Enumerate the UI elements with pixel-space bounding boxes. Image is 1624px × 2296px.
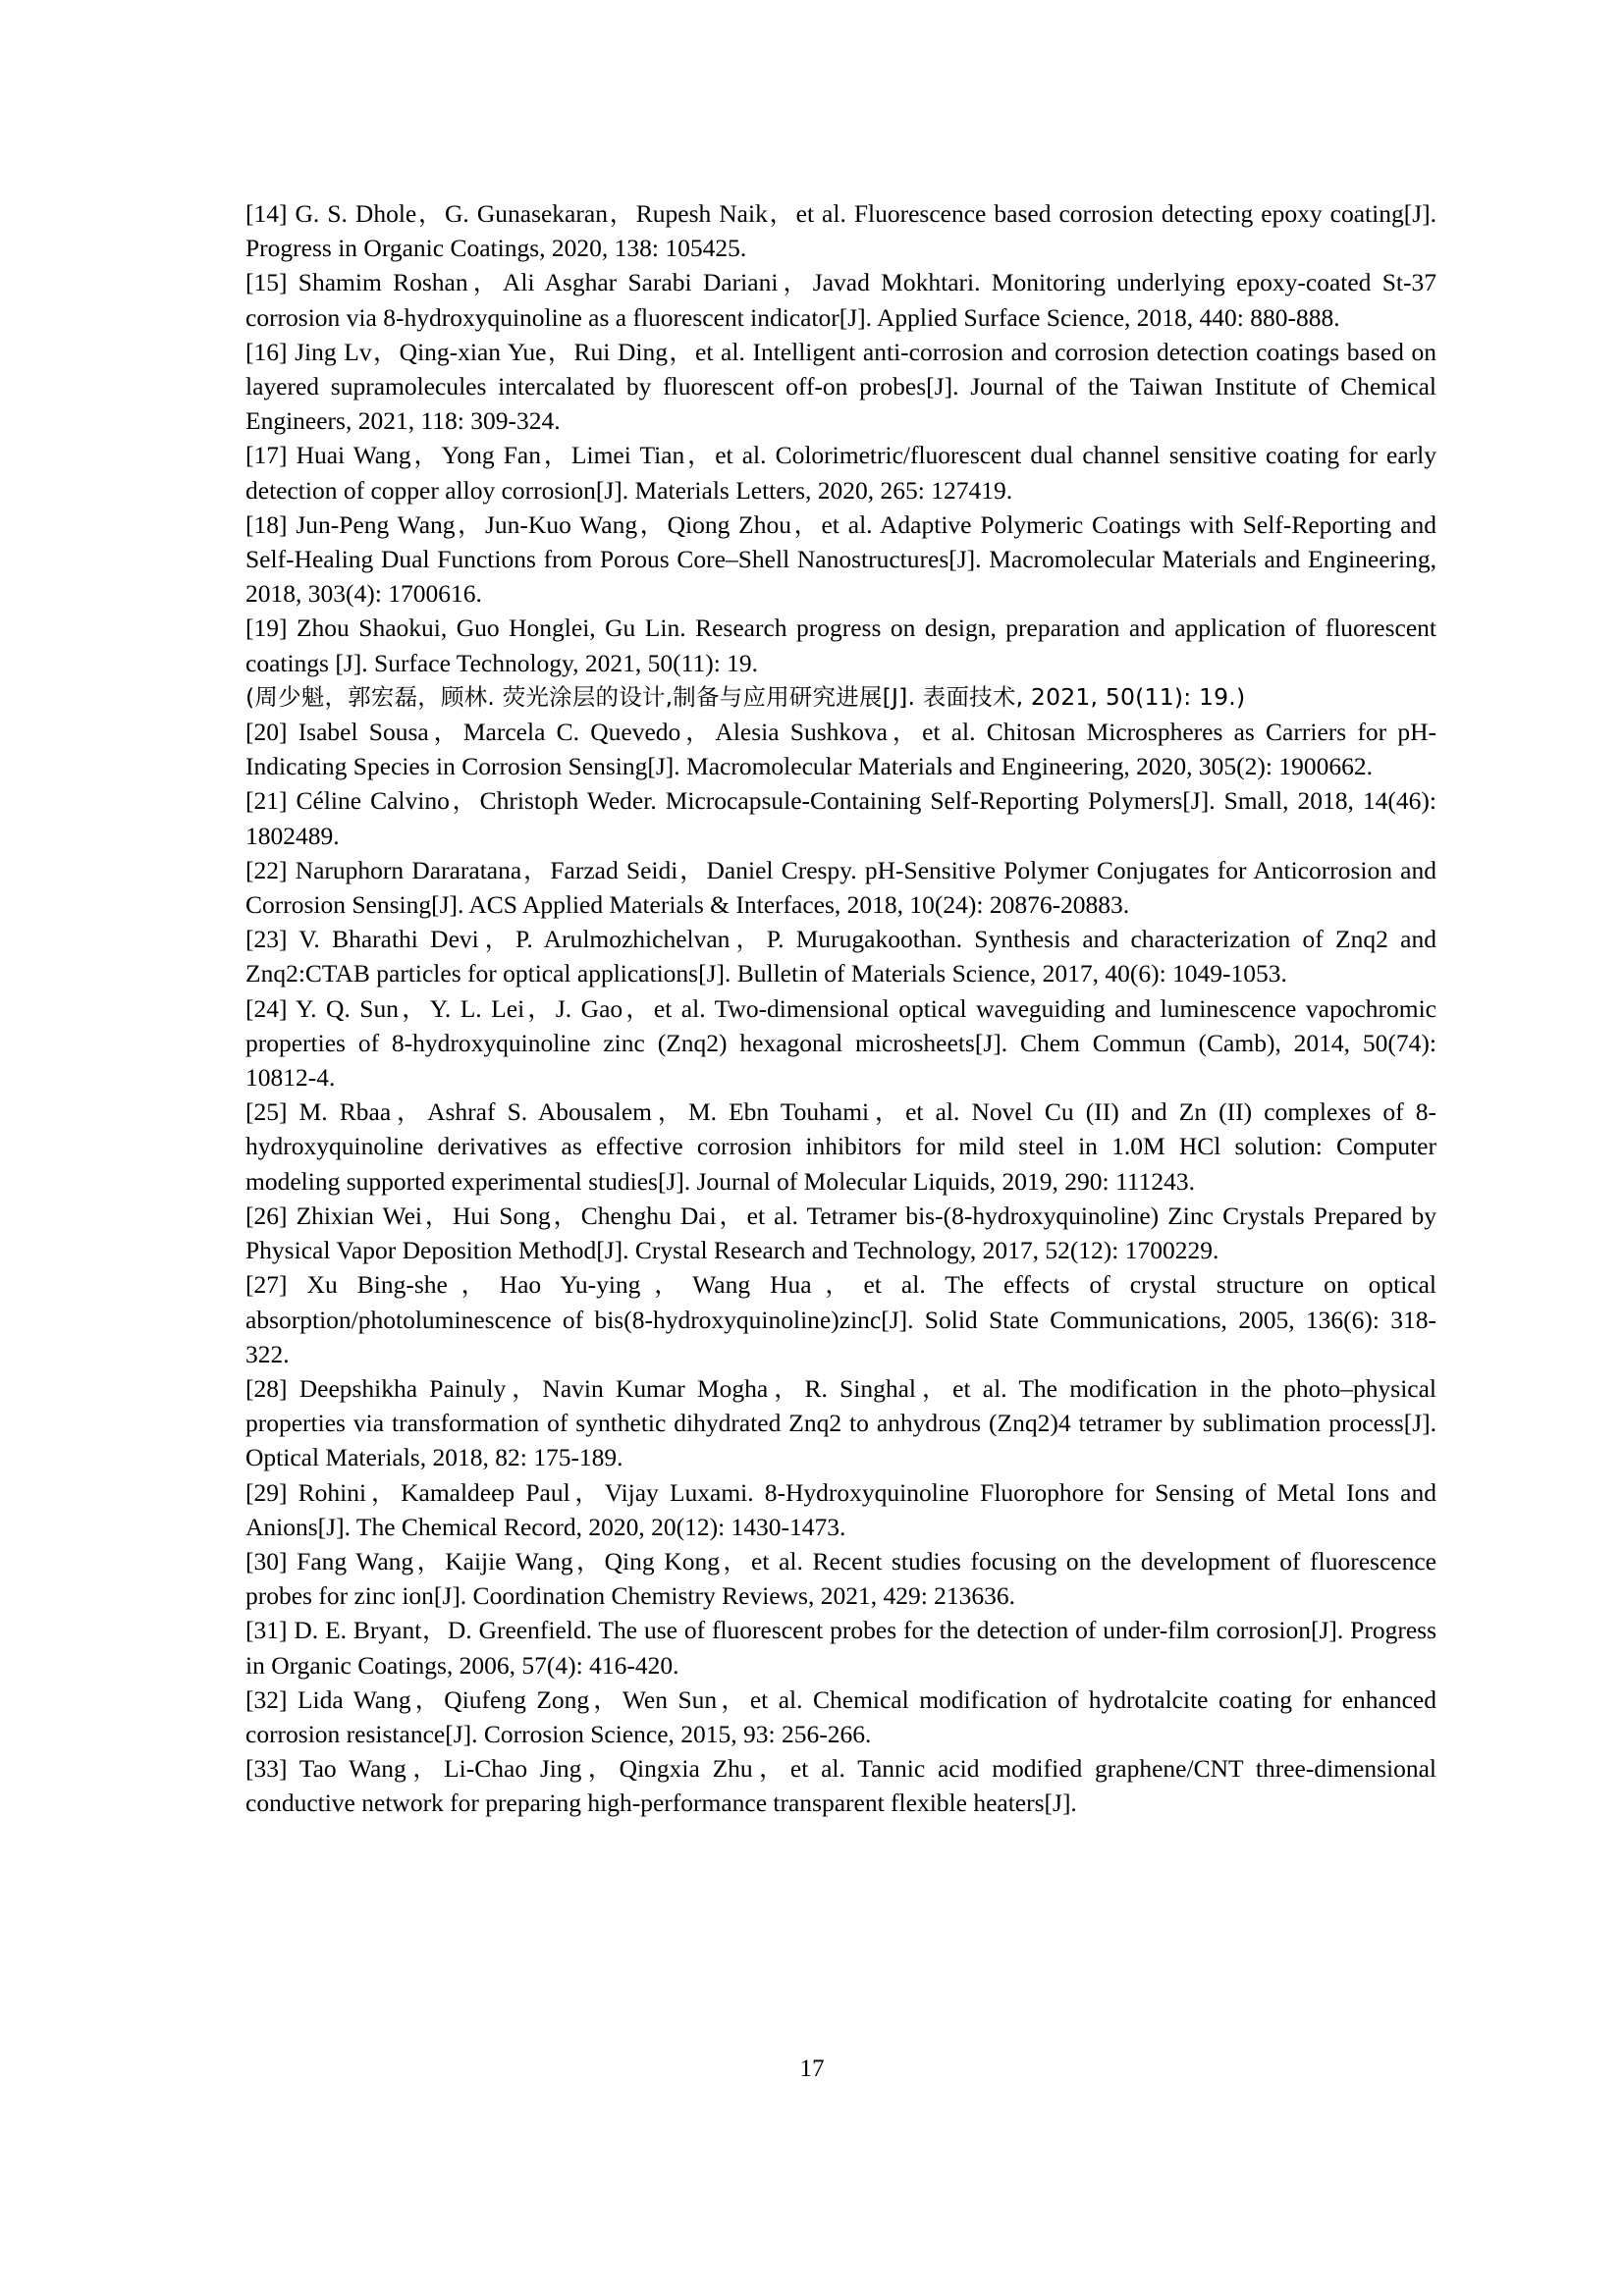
reference-16: [16] Jing Lv，Qing-xian Yue，Rui Ding，et al. Intelligent anti-corrosion and corrosion detection coatings based on layered supramolecules intercalated by fluorescent off-on probes[J]. Journal of the Taiwan Institute of Chemical Engineers, 2021, 118: 309-324. [245, 337, 1436, 436]
reference-17: [17] Huai Wang，Yong Fan，Limei Tian，et al. Colorimetric/fluorescent dual channel sensitive coating for early detection of copper alloy corrosion[J]. Materials Letters, 2020, 265: 127419. [245, 441, 1436, 505]
reference-19-chinese: (周少魁，郭宏磊，顾林. 荧光涂层的设计,制备与应用研究进展[J]. 表面技术, 2021, 50(11): 19.) [245, 682, 1246, 711]
reference-14: [14] G. S. Dhole，G. Gunasekaran，Rupesh Naik，et al. Fluorescence based corrosion detecting epoxy coating[J]. Progress in Organic Coatings, 2020, 138: 105425. [245, 199, 1436, 263]
reference-19: [19] Zhou Shaokui, Guo Honglei, Gu Lin. Research progress on design, preparation and application of fluorescent coatings [J]. Surface Technology, 2021, 50(11): 19. [245, 614, 1436, 677]
reference-18: [18] Jun-Peng Wang，Jun-Kuo Wang，Qiong Zhou，et al. Adaptive Polymeric Coatings with Self-Reporting and Self-Healing Dual Functions from Porous Core–Shell Nanostructures[J]. Macromolecular Materials and Engineering, 2018, 303(4): 1700616. [245, 509, 1436, 609]
reference-32: [32] Lida Wang，Qiufeng Zong，Wen Sun，et al. Chemical modification of hydrotalcite coating for enhanced corrosion resistance[J]. Corrosion Science, 2015, 93: 256-266. [245, 1684, 1436, 1748]
reference-23: [23] V. Bharathi Devi，P. Arulmozhichelvan，P. Murugakoothan. Synthesis and characterization of Znq2 and Znq2:CTAB particles for optical applications[J]. Bulletin of Materials Science, 2017, 40(6): 1049-1053. [245, 925, 1436, 988]
reference-27: [27] Xu Bing-she，Hao Yu-ying，Wang Hua，et al. The effects of crystal structure on optical absorption/photoluminescence of bis(8-hydroxyquinoline)zinc[J]. Solid State Communications, 2005, 136(6): 318-322. [245, 1270, 1436, 1368]
reference-31: [31] D. E. Bryant，D. Greenfield. The use of fluorescent probes for the detection of under-film corrosion[J]. Progress in Organic Coatings, 2006, 57(4): 416-420. [245, 1616, 1436, 1680]
reference-25: [25] M. Rbaa，Ashraf S. Abousalem，M. Ebn Touhami，et al. Novel Cu (II) and Zn (II) complexes of 8-hydroxyquinoline derivatives as effective corrosion inhibitors for mild steel in 1.0M HCl solution: Computer modeling supported experimental studies[J]. Journal of Molecular Liquids, 2019, 290: 111243. [245, 1097, 1436, 1196]
page-number: 17 [799, 2056, 825, 2082]
reference-24: [24] Y. Q. Sun，Y. L. Lei，J. Gao，et al. Two-dimensional optical waveguiding and luminescence vapochromic properties of 8-hydroxyquinoline zinc (Znq2) hexagonal microsheets[J]. Chem Commun (Camb), 2014, 50(74): 10812-4. [245, 993, 1436, 1093]
reference-30: [30] Fang Wang，Kaijie Wang，Qing Kong，et al. Recent studies focusing on the development of fluorescence probes for zinc ion[J]. Coordination Chemistry Reviews, 2021, 429: 213636. [245, 1546, 1436, 1611]
reference-20: [20] Isabel Sousa，Marcela C. Quevedo，Alesia Sushkova，et al. Chitosan Microspheres as Carriers for pH-Indicating Species in Corrosion Sensing[J]. Macromolecular Materials and Engineering, 2020, 305(2): 1900662. [245, 718, 1436, 781]
reference-list [245, 196, 1436, 1821]
reference-33: [33] Tao Wang，Li-Chao Jing，Qingxia Zhu，et al. Tannic acid modified graphene/CNT three-dimensional conductive network for preparing high-performance transparent flexible heaters[J]. [245, 1754, 1436, 1818]
reference-29: [29] Rohini，Kamaldeep Paul，Vijay Luxami. 8-Hydroxyquinoline Fluorophore for Sensing of Metal Ions and Anions[J]. The Chemical Record, 2020, 20(12): 1430-1473. [245, 1477, 1436, 1541]
reference-15: [15] Shamim Roshan，Ali Asghar Sarabi Dariani，Javad Mokhtari. Monitoring underlying epoxy-coated St-37 corrosion via 8-hydroxyquinoline as a fluorescent indicator[J]. Applied Surface Science, 2018, 440: 880-888. [245, 268, 1436, 332]
reference-28: [28] Deepshikha Painuly，Navin Kumar Mogha，R. Singhal，et al. The modification in the photo–physical properties via transformation of synthetic dihydrated Znq2 to anhydrous (Znq2)4 tetramer by sublimation process[J]. Optical Materials, 2018, 82: 175-189. [245, 1373, 1436, 1472]
reference-21: [21] Céline Calvino，Christoph Weder. Microcapsule-Containing Self-Reporting Polymers[J]. Small, 2018, 14(46): 1802489. [245, 786, 1436, 850]
reference-26: [26] Zhixian Wei，Hui Song，Chenghu Dai，et al. Tetramer bis-(8-hydroxyquinoline) Zinc Crystals Prepared by Physical Vapor Deposition Method[J]. Crystal Research and Technology, 2017, 52(12): 1700229. [245, 1201, 1436, 1265]
reference-22: [22] Naruphorn Dararatana，Farzad Seidi，Daniel Crespy. pH-Sensitive Polymer Conjugates for Anticorrosion and Corrosion Sensing[J]. ACS Applied Materials & Interfaces, 2018, 10(24): 20876-20883. [245, 855, 1436, 920]
